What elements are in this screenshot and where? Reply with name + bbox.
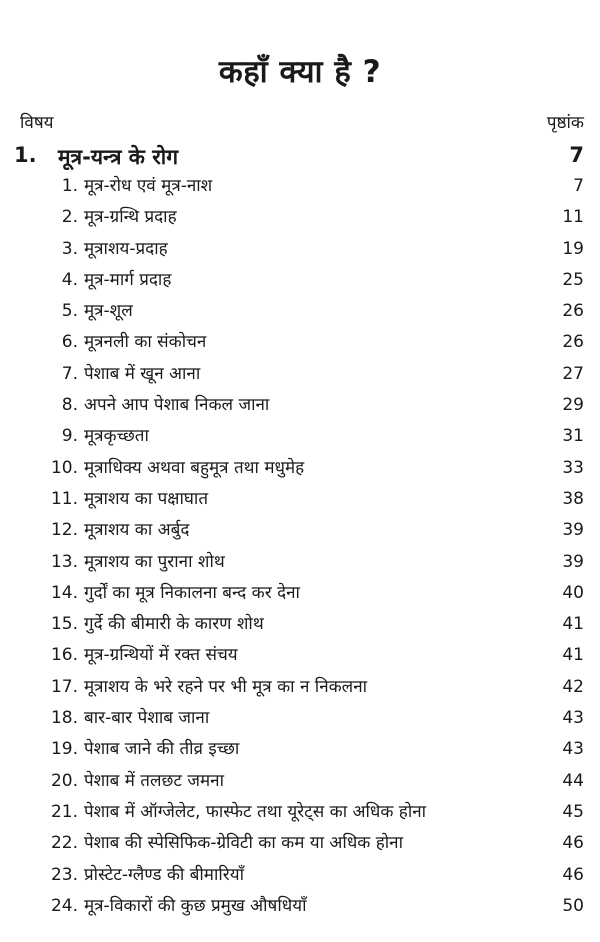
toc-item <box>0 675 600 706</box>
toc-item-number: 3. <box>61 238 78 259</box>
toc-item <box>0 362 600 393</box>
toc-item <box>0 393 600 424</box>
toc-item-number: 20. <box>50 770 78 791</box>
toc-item <box>0 424 600 455</box>
toc-item-page-number: 39 <box>562 520 584 541</box>
toc-item <box>0 174 600 205</box>
toc-item-page-number: 50 <box>562 895 584 916</box>
toc-item-title: मूत्राशय के भरे रहने पर भी मूत्र का न निकलना <box>84 676 368 697</box>
toc-item-number: 4. <box>61 269 78 290</box>
toc-item-title: पेशाब में खून आना <box>84 363 201 384</box>
toc-item-number: 17. <box>50 676 78 697</box>
toc-item-title: मूत्राशय-प्रदाह <box>84 238 168 259</box>
toc-item-title: पेशाब की स्पेसिफिक-ग्रेविटी का कम या अधिक होना <box>84 833 404 854</box>
toc-item-title: मूत्रकृच्छता <box>84 426 149 447</box>
toc-item-page-number: 25 <box>562 269 584 290</box>
toc-item <box>0 643 600 674</box>
toc-item-number: 16. <box>50 645 78 666</box>
toc-list <box>0 174 600 925</box>
toc-item <box>0 800 600 831</box>
toc-item-number: 8. <box>61 395 78 416</box>
toc-item-number: 12. <box>50 520 78 541</box>
toc-item-title: मूत्र-ग्रन्थियों में रक्त संचय <box>84 645 238 666</box>
toc-item-page-number: 44 <box>562 770 584 791</box>
toc-item-page-number: 26 <box>562 301 584 322</box>
toc-item <box>0 581 600 612</box>
toc-item-page-number: 11 <box>562 207 584 228</box>
toc-item-number: 22. <box>50 833 78 854</box>
toc-item-number: 21. <box>50 801 78 822</box>
toc-item <box>0 737 600 768</box>
toc-item-page-number: 19 <box>562 238 584 259</box>
toc-item-number: 2. <box>61 207 78 228</box>
chapter-number: 1. <box>14 143 37 167</box>
toc-item <box>0 706 600 737</box>
page-number-header: पृष्ठांक <box>546 113 584 133</box>
toc-item-page-number: 7 <box>573 176 584 196</box>
toc-item-title: मूत्राशय का पुराना शोथ <box>84 551 225 572</box>
toc-item <box>0 550 600 581</box>
subject-header: विषय <box>20 113 54 133</box>
toc-item-page-number: 41 <box>562 614 584 635</box>
toc-item-number: 14. <box>50 582 78 603</box>
toc-item <box>0 894 600 925</box>
toc-item-title: मूत्र-रोध एवं मूत्र-नाश <box>84 176 213 196</box>
toc-item-page-number: 31 <box>562 426 584 447</box>
chapter-page-number: 7 <box>569 143 584 167</box>
toc-item-page-number: 33 <box>562 457 584 478</box>
toc-item-page-number: 27 <box>562 363 584 384</box>
toc-item-page-number: 38 <box>562 488 584 509</box>
toc-item-title: पेशाब में ऑग्जेलेट, फास्फेट तथा यूरेट्स का अधिक होना <box>84 801 427 822</box>
toc-item-title: मूत्राधिक्य अथवा बहुमूत्र तथा मधुमेह <box>84 457 305 478</box>
toc-item-number: 1. <box>61 176 78 196</box>
toc-item <box>0 299 600 330</box>
toc-item-number: 5. <box>61 301 78 322</box>
toc-item-page-number: 46 <box>562 864 584 885</box>
toc-item-number: 11. <box>50 488 78 509</box>
toc-item-title: मूत्र-मार्ग प्रदाह <box>84 269 172 290</box>
toc-item <box>0 237 600 268</box>
toc-item-title: अपने आप पेशाब निकल जाना <box>84 395 270 416</box>
page-title: कहाँ क्या है ? <box>218 54 382 90</box>
toc-item <box>0 330 600 361</box>
toc-item-title: मूत्रनली का संकोचन <box>84 332 207 353</box>
toc-item-title: पेशाब जाने की तीव्र इच्छा <box>84 739 240 760</box>
chapter-title: मूत्र-यन्त्र के रोग <box>58 145 179 169</box>
toc-item-page-number: 45 <box>562 801 584 822</box>
toc-item-title: मूत्र-विकारों की कुछ प्रमुख औषधियाँ <box>84 895 307 916</box>
toc-item-page-number: 41 <box>562 645 584 666</box>
toc-item-number: 23. <box>50 864 78 885</box>
toc-item <box>0 268 600 299</box>
toc-item-number: 10. <box>50 457 78 478</box>
toc-item-page-number: 26 <box>562 332 584 353</box>
toc-item-number: 7. <box>61 363 78 384</box>
toc-item-title: पेशाब में तलछट जमना <box>84 770 225 791</box>
toc-item-page-number: 43 <box>562 739 584 760</box>
toc-item <box>0 456 600 487</box>
toc-item-title: बार-बार पेशाब जाना <box>84 708 210 729</box>
toc-item <box>0 487 600 518</box>
toc-item-page-number: 46 <box>562 833 584 854</box>
toc-item <box>0 205 600 236</box>
toc-item <box>0 831 600 862</box>
toc-item-title: मूत्राशय का पक्षाघात <box>84 488 209 509</box>
toc-item <box>0 518 600 549</box>
toc-item-number: 24. <box>50 895 78 916</box>
toc-item <box>0 612 600 643</box>
toc-item-number: 19. <box>50 739 78 760</box>
toc-item-number: 9. <box>61 426 78 447</box>
toc-item-page-number: 42 <box>562 676 584 697</box>
toc-item <box>0 863 600 894</box>
toc-item-title: गुर्दों का मूत्र निकालना बन्द कर देना <box>84 582 300 603</box>
toc-item-number: 13. <box>50 551 78 572</box>
chapter-heading <box>14 143 584 171</box>
toc-item-title: मूत्राशय का अर्बुद <box>84 520 190 541</box>
toc-item-number: 15. <box>50 614 78 635</box>
toc-item-title: गुर्दे की बीमारी के कारण शोथ <box>84 614 264 635</box>
toc-item-page-number: 43 <box>562 708 584 729</box>
toc-item-title: मूत्र-ग्रन्थि प्रदाह <box>84 207 177 228</box>
toc-item-number: 18. <box>50 708 78 729</box>
toc-item-title: प्रोस्टेट-ग्लैण्ड की बीमारियाँ <box>84 864 244 885</box>
toc-item-page-number: 39 <box>562 551 584 572</box>
toc-item-number: 6. <box>61 332 78 353</box>
toc-item-title: मूत्र-शूल <box>84 301 133 322</box>
toc-item-page-number: 29 <box>562 395 584 416</box>
toc-item-page-number: 40 <box>562 582 584 603</box>
toc-item <box>0 769 600 800</box>
